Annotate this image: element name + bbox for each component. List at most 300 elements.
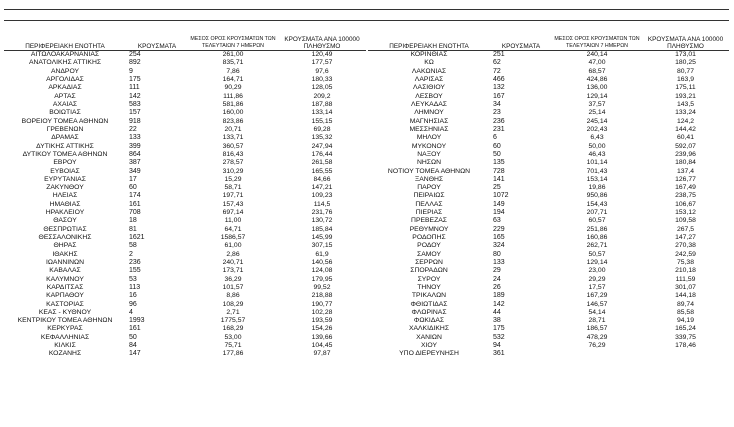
region-cell: ΘΕΣΣΑΛΟΝΙΚΗΣ xyxy=(38,234,92,242)
left-cases-table xyxy=(4,28,366,359)
region-cell: ΦΛΩΡΙΝΑΣ xyxy=(411,308,447,316)
avg7-cell: 101,14 xyxy=(586,159,608,167)
avg7-cell: 53,00 xyxy=(224,333,242,341)
per100k-cell: 180,33 xyxy=(311,76,333,84)
cases-cell: 29 xyxy=(493,267,501,275)
region-cell: ΕΒΡΟΥ xyxy=(53,159,77,167)
per100k-cell: 177,57 xyxy=(311,59,333,67)
per100k-cell: 231,76 xyxy=(311,209,333,217)
cases-cell: 72 xyxy=(493,67,501,75)
per100k-cell: 109,58 xyxy=(675,217,696,225)
table-row xyxy=(368,184,729,192)
avg7-cell: 108,29 xyxy=(222,300,244,308)
table-row xyxy=(368,84,729,92)
per100k-cell: 133,24 xyxy=(675,109,696,117)
cases-cell: 157 xyxy=(129,109,141,117)
table-row xyxy=(368,251,729,259)
cases-cell: 167 xyxy=(493,92,505,100)
avg7-cell: 50,57 xyxy=(588,250,606,258)
table-row xyxy=(368,76,729,84)
region-cell: ΝΗΣΩΝ xyxy=(416,159,441,167)
per100k-cell: 102,28 xyxy=(311,308,333,316)
table-row xyxy=(4,334,366,342)
avg7-cell: 75,71 xyxy=(224,342,242,350)
avg7-cell: 101,57 xyxy=(222,283,244,291)
avg7-cell: 157,43 xyxy=(222,200,244,208)
table-row xyxy=(4,209,366,217)
avg7-cell: 251,86 xyxy=(586,225,608,233)
header-region: ΠΕΡΙΦΕΡΕΙΑΚΗ ΕΝΟΤΗΤΑ xyxy=(368,28,490,51)
region-cell: ΣΑΜΟΥ xyxy=(417,250,441,258)
avg7-cell: 186,57 xyxy=(586,325,608,333)
avg7-cell: 581,86 xyxy=(222,101,244,109)
table-row xyxy=(368,118,729,126)
avg7-cell: 111,86 xyxy=(223,92,243,100)
table-row xyxy=(4,317,366,325)
avg7-cell: 950,86 xyxy=(586,192,608,200)
cases-cell: 1621 xyxy=(129,234,145,242)
per100k-cell: 180,84 xyxy=(675,159,696,167)
avg7-cell: 262,71 xyxy=(586,242,608,250)
avg7-cell: 54,14 xyxy=(588,308,606,316)
region-cell: ΚΕΦΑΛΛΗΝΙΑΣ xyxy=(40,333,90,341)
per100k-cell: 190,77 xyxy=(311,300,333,308)
region-cell: ΜΕΣΣΗΝΙΑΣ xyxy=(409,125,449,133)
cases-cell: 361 xyxy=(493,350,505,358)
cases-cell: 94 xyxy=(493,342,501,350)
avg7-cell: 20,71 xyxy=(224,125,242,133)
avg7-cell: 29,29 xyxy=(588,275,606,283)
per100k-cell: 120,49 xyxy=(311,51,333,59)
region-cell: ΒΟΙΩΤΙΑΣ xyxy=(49,109,81,117)
per100k-cell: 209,2 xyxy=(313,92,331,100)
table-row xyxy=(368,142,729,150)
per100k-cell: 111,59 xyxy=(675,275,696,283)
region-cell: ΧΑΛΚΙΔΙΚΗΣ xyxy=(408,325,450,333)
cases-cell: 81 xyxy=(129,225,137,233)
avg7-cell: 90,29 xyxy=(224,84,242,92)
avg7-cell: 7,86 xyxy=(226,67,240,75)
table-row xyxy=(368,217,729,225)
region-cell: ΧΙΟΥ xyxy=(420,342,438,350)
cases-cell: 175 xyxy=(493,325,505,333)
avg7-cell: 6,43 xyxy=(590,134,604,142)
per100k-cell: 154,26 xyxy=(311,325,333,333)
avg7-cell: 168,29 xyxy=(222,325,244,333)
table-row xyxy=(368,325,729,333)
cases-cell: 53 xyxy=(129,275,137,283)
avg7-cell: 701,43 xyxy=(586,167,608,175)
table-row xyxy=(368,209,729,217)
cases-cell: 135 xyxy=(493,159,505,167)
per100k-cell: 193,21 xyxy=(675,92,696,100)
avg7-cell: 835,71 xyxy=(222,59,244,67)
per100k-cell: 130,72 xyxy=(311,217,333,225)
table-row xyxy=(4,126,366,134)
region-cell: ΑΡΓΟΛΙΔΑΣ xyxy=(46,76,84,84)
table-row xyxy=(4,226,366,234)
per100k-cell: 175,11 xyxy=(675,84,696,92)
region-cell: ΤΡΙΚΑΛΩΝ xyxy=(411,292,447,300)
table-row xyxy=(4,51,366,60)
per100k-cell: 247,94 xyxy=(311,142,333,150)
cases-cell: 1072 xyxy=(493,192,509,200)
table-row xyxy=(368,275,729,283)
cases-cell: 141 xyxy=(493,175,505,183)
per100k-cell: 592,07 xyxy=(675,142,696,150)
table-row xyxy=(4,184,366,192)
cases-cell: 194 xyxy=(493,209,505,217)
avg7-cell: 360,57 xyxy=(222,142,244,150)
table-row xyxy=(368,259,729,267)
right-cases-table xyxy=(368,28,729,359)
avg7-cell: 61,00 xyxy=(224,242,242,250)
avg7-cell: 8,86 xyxy=(226,292,240,300)
region-cell: ΙΩΑΝΝΙΝΩΝ xyxy=(45,258,85,266)
per100k-cell: 128,05 xyxy=(311,84,333,92)
header-avg7: ΜΕΣΟΣ ΟΡΟΣ ΚΡΟΥΣΜΑΤΩΝ ΤΩΝ ΤΕΛΕΥΤΑΙΩΝ 7 ΗΜΕΡΩΝ xyxy=(552,28,642,51)
table-row xyxy=(368,317,729,325)
table-row xyxy=(4,242,366,250)
per100k-cell: 145,99 xyxy=(311,234,333,242)
avg7-cell: 478,29 xyxy=(586,333,608,341)
region-cell: ΑΧΑΪΑΣ xyxy=(52,101,78,109)
left-header-row xyxy=(4,28,366,51)
region-cell: ΑΡΚΑΔΙΑΣ xyxy=(48,84,82,92)
cases-cell: 161 xyxy=(129,325,141,333)
region-cell: ΠΕΙΡΑΙΩΣ xyxy=(413,192,445,200)
table-row xyxy=(368,59,729,67)
avg7-cell: 136,00 xyxy=(586,84,608,92)
cases-cell: 62 xyxy=(493,59,501,67)
region-cell: ΔΥΤΙΚΟΥ ΤΟΜΕΑ ΑΘΗΝΩΝ xyxy=(22,150,108,158)
region-cell: ΚΟΡΙΝΘΙΑΣ xyxy=(410,51,448,59)
per100k-cell: 140,56 xyxy=(311,258,333,266)
region-cell: ΠΕΛΛΑΣ xyxy=(415,200,443,208)
cases-cell: 80 xyxy=(493,250,501,258)
cases-cell: 50 xyxy=(493,150,501,158)
table-row xyxy=(4,59,366,67)
cases-cell: 4 xyxy=(129,308,133,316)
per100k-cell: 114,5 xyxy=(313,200,331,208)
avg7-cell xyxy=(552,350,642,358)
per100k-cell: 218,88 xyxy=(311,292,333,300)
region-cell: ΠΑΡΟΥ xyxy=(417,184,441,192)
table-row xyxy=(4,118,366,126)
region-cell: ΔΥΤΙΚΗΣ ΑΤΤΙΚΗΣ xyxy=(36,142,94,150)
per100k-cell: 155,15 xyxy=(311,117,333,125)
per100k-cell: 193,59 xyxy=(311,317,333,325)
table-row xyxy=(368,309,729,317)
avg7-cell: 133,71 xyxy=(222,134,244,142)
table-row xyxy=(4,76,366,84)
table-row xyxy=(4,201,366,209)
table-row xyxy=(4,68,366,76)
header-region: ΠΕΡΙΦΕΡΕΙΑΚΗ ΕΝΟΤΗΤΑ xyxy=(4,28,126,51)
table-row xyxy=(4,325,366,333)
region-cell: ΚΕΑΣ - ΚΥΘΝΟΥ xyxy=(38,308,92,316)
region-cell: ΖΑΚΥΝΘΟΥ xyxy=(46,184,84,192)
avg7-cell: 816,43 xyxy=(222,150,244,158)
cases-cell: 113 xyxy=(129,283,141,291)
table-row xyxy=(368,292,729,300)
table-row xyxy=(368,126,729,134)
avg7-cell: 240,71 xyxy=(222,258,244,266)
region-cell: ΚΑΒΑΛΑΣ xyxy=(49,267,81,275)
per100k-cell: 180,25 xyxy=(675,59,696,67)
cases-cell: 708 xyxy=(129,209,141,217)
table-row xyxy=(368,151,729,159)
region-cell: ΦΘΙΩΤΙΔΑΣ xyxy=(410,300,448,308)
cases-cell: 251 xyxy=(493,51,505,59)
second-rule xyxy=(4,20,729,21)
cases-cell: 532 xyxy=(493,333,505,341)
avg7-cell: 177,86 xyxy=(222,350,244,358)
table-row xyxy=(4,84,366,92)
cases-cell: 918 xyxy=(129,117,141,125)
region-cell: ΡΟΔΟΥ xyxy=(417,242,441,250)
per100k-cell: 173,01 xyxy=(675,51,696,59)
region-cell: ΛΑΡΙΣΑΣ xyxy=(414,76,444,84)
cases-cell: 142 xyxy=(129,92,141,100)
table-row xyxy=(4,134,366,142)
region-cell: ΕΥΡΥΤΑΝΙΑΣ xyxy=(44,175,86,183)
cases-cell: 324 xyxy=(493,242,505,250)
avg7-cell: 823,86 xyxy=(222,117,244,125)
table-row xyxy=(368,101,729,109)
table-row xyxy=(368,192,729,200)
per100k-cell: 187,88 xyxy=(311,101,333,109)
table-row xyxy=(368,109,729,117)
region-cell: ΜΥΚΟΝΟΥ xyxy=(411,142,447,150)
region-cell: ΣΥΡΟΥ xyxy=(417,275,441,283)
per100k-cell: 270,38 xyxy=(675,242,696,250)
table-row xyxy=(4,217,366,225)
table-row xyxy=(4,342,366,350)
table-row xyxy=(4,176,366,184)
avg7-cell: 240,14 xyxy=(586,51,608,59)
cases-cell: 132 xyxy=(493,84,505,92)
cases-cell: 60 xyxy=(129,184,137,192)
per100k-cell: 143,5 xyxy=(676,101,694,109)
avg7-cell: 15,29 xyxy=(224,175,242,183)
region-cell: ΘΑΣΟΥ xyxy=(53,217,77,225)
cases-cell: 133 xyxy=(493,258,505,266)
region-cell: ΚΩ xyxy=(424,59,434,67)
per100k-cell: 163,9 xyxy=(676,76,694,84)
cases-cell: 142 xyxy=(493,300,505,308)
table-row xyxy=(368,242,729,250)
cases-cell: 44 xyxy=(493,308,501,316)
avg7-cell: 64,71 xyxy=(224,225,242,233)
per100k-cell: 267,5 xyxy=(676,225,694,233)
per100k-cell: 210,18 xyxy=(675,267,696,275)
per100k-cell: 109,23 xyxy=(311,192,333,200)
avg7-cell: 245,14 xyxy=(586,117,608,125)
region-cell: ΗΜΑΘΙΑΣ xyxy=(49,200,81,208)
per100k-cell: 147,27 xyxy=(675,234,696,242)
avg7-cell: 278,57 xyxy=(222,159,244,167)
cases-cell: 864 xyxy=(129,150,141,158)
table-row xyxy=(4,350,366,358)
region-cell: ΔΡΑΜΑΣ xyxy=(51,134,79,142)
per100k-cell: 178,46 xyxy=(675,342,696,350)
cases-cell: 583 xyxy=(129,101,141,109)
table-row xyxy=(4,142,366,150)
region-cell: ΚΑΡΠΑΘΟΥ xyxy=(46,292,84,300)
table-row xyxy=(4,309,366,317)
avg7-cell: 129,14 xyxy=(586,92,608,100)
table-row xyxy=(4,275,366,283)
region-cell: ΕΥΒΟΙΑΣ xyxy=(50,167,80,175)
per100k-cell: 139,66 xyxy=(311,333,333,341)
cases-cell: 26 xyxy=(493,283,501,291)
cases-cell: 17 xyxy=(129,175,137,183)
per100k-cell: 85,58 xyxy=(676,308,694,316)
per100k-cell: 126,77 xyxy=(675,175,696,183)
cases-cell: 23 xyxy=(493,109,501,117)
region-cell: ΚΑΛΥΜΝΟΥ xyxy=(46,275,84,283)
avg7-cell: 160,86 xyxy=(586,234,608,242)
cases-cell: 60 xyxy=(493,142,501,150)
table-row xyxy=(368,226,729,234)
avg7-cell: 2,71 xyxy=(226,308,240,316)
cases-cell: 229 xyxy=(493,225,505,233)
table-row xyxy=(368,267,729,275)
top-rule xyxy=(4,9,729,10)
region-cell: ΠΡΕΒΕΖΑΣ xyxy=(411,217,447,225)
cases-cell: 399 xyxy=(129,142,141,150)
region-cell: ΚΕΝΤΡΙΚΟΥ ΤΟΜΕΑ ΑΘΗΝΩΝ xyxy=(17,317,113,325)
avg7-cell: 36,29 xyxy=(224,275,242,283)
region-cell: ΚΑΣΤΟΡΙΑΣ xyxy=(46,300,84,308)
table-row xyxy=(368,284,729,292)
per100k-cell: 99,52 xyxy=(313,283,331,291)
table-row xyxy=(368,334,729,342)
table-row xyxy=(4,151,366,159)
region-cell: ΗΛΕΙΑΣ xyxy=(52,192,78,200)
cases-cell: 111 xyxy=(129,84,140,92)
region-cell: ΚΕΡΚΥΡΑΣ xyxy=(47,325,83,333)
table-row xyxy=(368,300,729,308)
region-cell: ΛΕΣΒΟΥ xyxy=(415,92,443,100)
region-cell: ΝΑΞΟΥ xyxy=(417,150,441,158)
avg7-cell: 47,00 xyxy=(588,59,606,67)
region-cell: ΦΩΚΙΔΑΣ xyxy=(413,317,445,325)
avg7-cell: 261,00 xyxy=(222,51,244,59)
table-row xyxy=(368,201,729,209)
region-cell: ΚΙΛΚΙΣ xyxy=(54,342,76,350)
table-row xyxy=(368,159,729,167)
cases-cell: 16 xyxy=(129,292,137,300)
region-cell: ΘΕΣΠΡΩΤΙΑΣ xyxy=(43,225,87,233)
table-row xyxy=(368,68,729,76)
cases-cell: 149 xyxy=(493,200,505,208)
table-row xyxy=(4,259,366,267)
per100k-cell: 339,75 xyxy=(675,333,696,341)
avg7-cell: 2,86 xyxy=(226,250,240,258)
avg7-cell: 11,00 xyxy=(224,217,242,225)
table-row xyxy=(368,51,729,60)
per100k-cell: 124,2 xyxy=(676,117,694,125)
per100k-cell: 261,58 xyxy=(311,159,333,167)
region-cell: ΑΝΔΡΟΥ xyxy=(50,67,80,75)
region-cell: ΤΗΝΟΥ xyxy=(417,283,441,291)
right-header-row xyxy=(368,28,729,51)
per100k-cell: 94,19 xyxy=(676,317,694,325)
table-row xyxy=(368,93,729,101)
cases-cell: 1993 xyxy=(129,317,145,325)
per100k-cell: 185,84 xyxy=(311,225,333,233)
cases-cell: 24 xyxy=(493,275,501,283)
avg7-cell: 68,57 xyxy=(588,67,606,75)
per100k-cell: 97,6 xyxy=(315,67,329,75)
region-cell: ΑΙΤΩΛΟΑΚΑΡΝΑΝΙΑΣ xyxy=(30,51,100,59)
region-cell: ΚΟΖΑΝΗΣ xyxy=(48,350,82,358)
per100k-cell: 165,24 xyxy=(675,325,696,333)
per100k-cell: 242,59 xyxy=(675,250,696,258)
header-cases: ΚΡΟΥΣΜΑΤΑ xyxy=(490,28,552,51)
cases-cell: 236 xyxy=(493,117,505,125)
per100k-cell: 147,21 xyxy=(311,184,333,192)
table-row xyxy=(4,109,366,117)
avg7-cell: 160,00 xyxy=(222,109,244,117)
cases-cell: 96 xyxy=(129,300,137,308)
region-cell: ΠΙΕΡΙΑΣ xyxy=(415,209,443,217)
region-cell: ΣΕΡΡΩΝ xyxy=(415,258,443,266)
table-row xyxy=(4,159,366,167)
table-row xyxy=(368,342,729,350)
cases-cell: 175 xyxy=(129,76,141,84)
cases-cell: 22 xyxy=(129,125,137,133)
per100k-cell: 144,42 xyxy=(675,125,696,133)
cases-cell: 34 xyxy=(493,101,501,109)
table-row xyxy=(4,93,366,101)
header-cases: ΚΡΟΥΣΜΑΤΑ xyxy=(126,28,188,51)
region-cell: ΓΡΕΒΕΝΩΝ xyxy=(46,125,84,133)
region-cell: ΙΘΑΚΗΣ xyxy=(52,250,78,258)
per100k-cell: 97,87 xyxy=(313,350,331,358)
avg7-cell: 50,00 xyxy=(588,142,606,150)
table-row xyxy=(4,284,366,292)
table-row xyxy=(4,267,366,275)
header-per100k: ΚΡΟΥΣΜΑΤΑ ΑΝΑ 100000 ΠΛΗΘΥΣΜΟ xyxy=(278,28,366,51)
header-per100k: ΚΡΟΥΣΜΑΤΑ ΑΝΑ 100000 ΠΛΗΘΥΣΜΟ xyxy=(642,28,729,51)
cases-cell: 165 xyxy=(493,234,505,242)
region-cell: ΡΟΔΟΠΗΣ xyxy=(412,234,446,242)
region-cell: ΜΑΓΝΗΣΙΑΣ xyxy=(409,117,449,125)
avg7-cell: 1586,57 xyxy=(220,234,246,242)
per100k-cell: 133,14 xyxy=(311,109,333,117)
cases-cell: 231 xyxy=(493,125,505,133)
avg7-cell: 697,14 xyxy=(222,209,244,217)
avg7-cell: 19,86 xyxy=(588,184,606,192)
per100k-cell: 106,67 xyxy=(675,200,696,208)
avg7-cell: 58,71 xyxy=(224,184,242,192)
per100k-cell: 239,96 xyxy=(675,150,696,158)
region-cell: ΛΑΚΩΝΙΑΣ xyxy=(411,67,447,75)
region-cell: ΒΟΡΕΙΟΥ ΤΟΜΕΑ ΑΘΗΝΩΝ xyxy=(21,117,109,125)
table-row xyxy=(4,192,366,200)
region-cell: ΑΡΤΑΣ xyxy=(54,92,76,100)
avg7-cell: 202,43 xyxy=(586,125,608,133)
table-row xyxy=(4,101,366,109)
region-cell: ΡΕΘΥΜΝΟΥ xyxy=(409,225,449,233)
cases-cell: 58 xyxy=(129,242,137,250)
avg7-cell: 154,43 xyxy=(586,200,608,208)
per100k-cell: 69,28 xyxy=(313,125,331,133)
per100k-cell: 176,44 xyxy=(311,150,333,158)
